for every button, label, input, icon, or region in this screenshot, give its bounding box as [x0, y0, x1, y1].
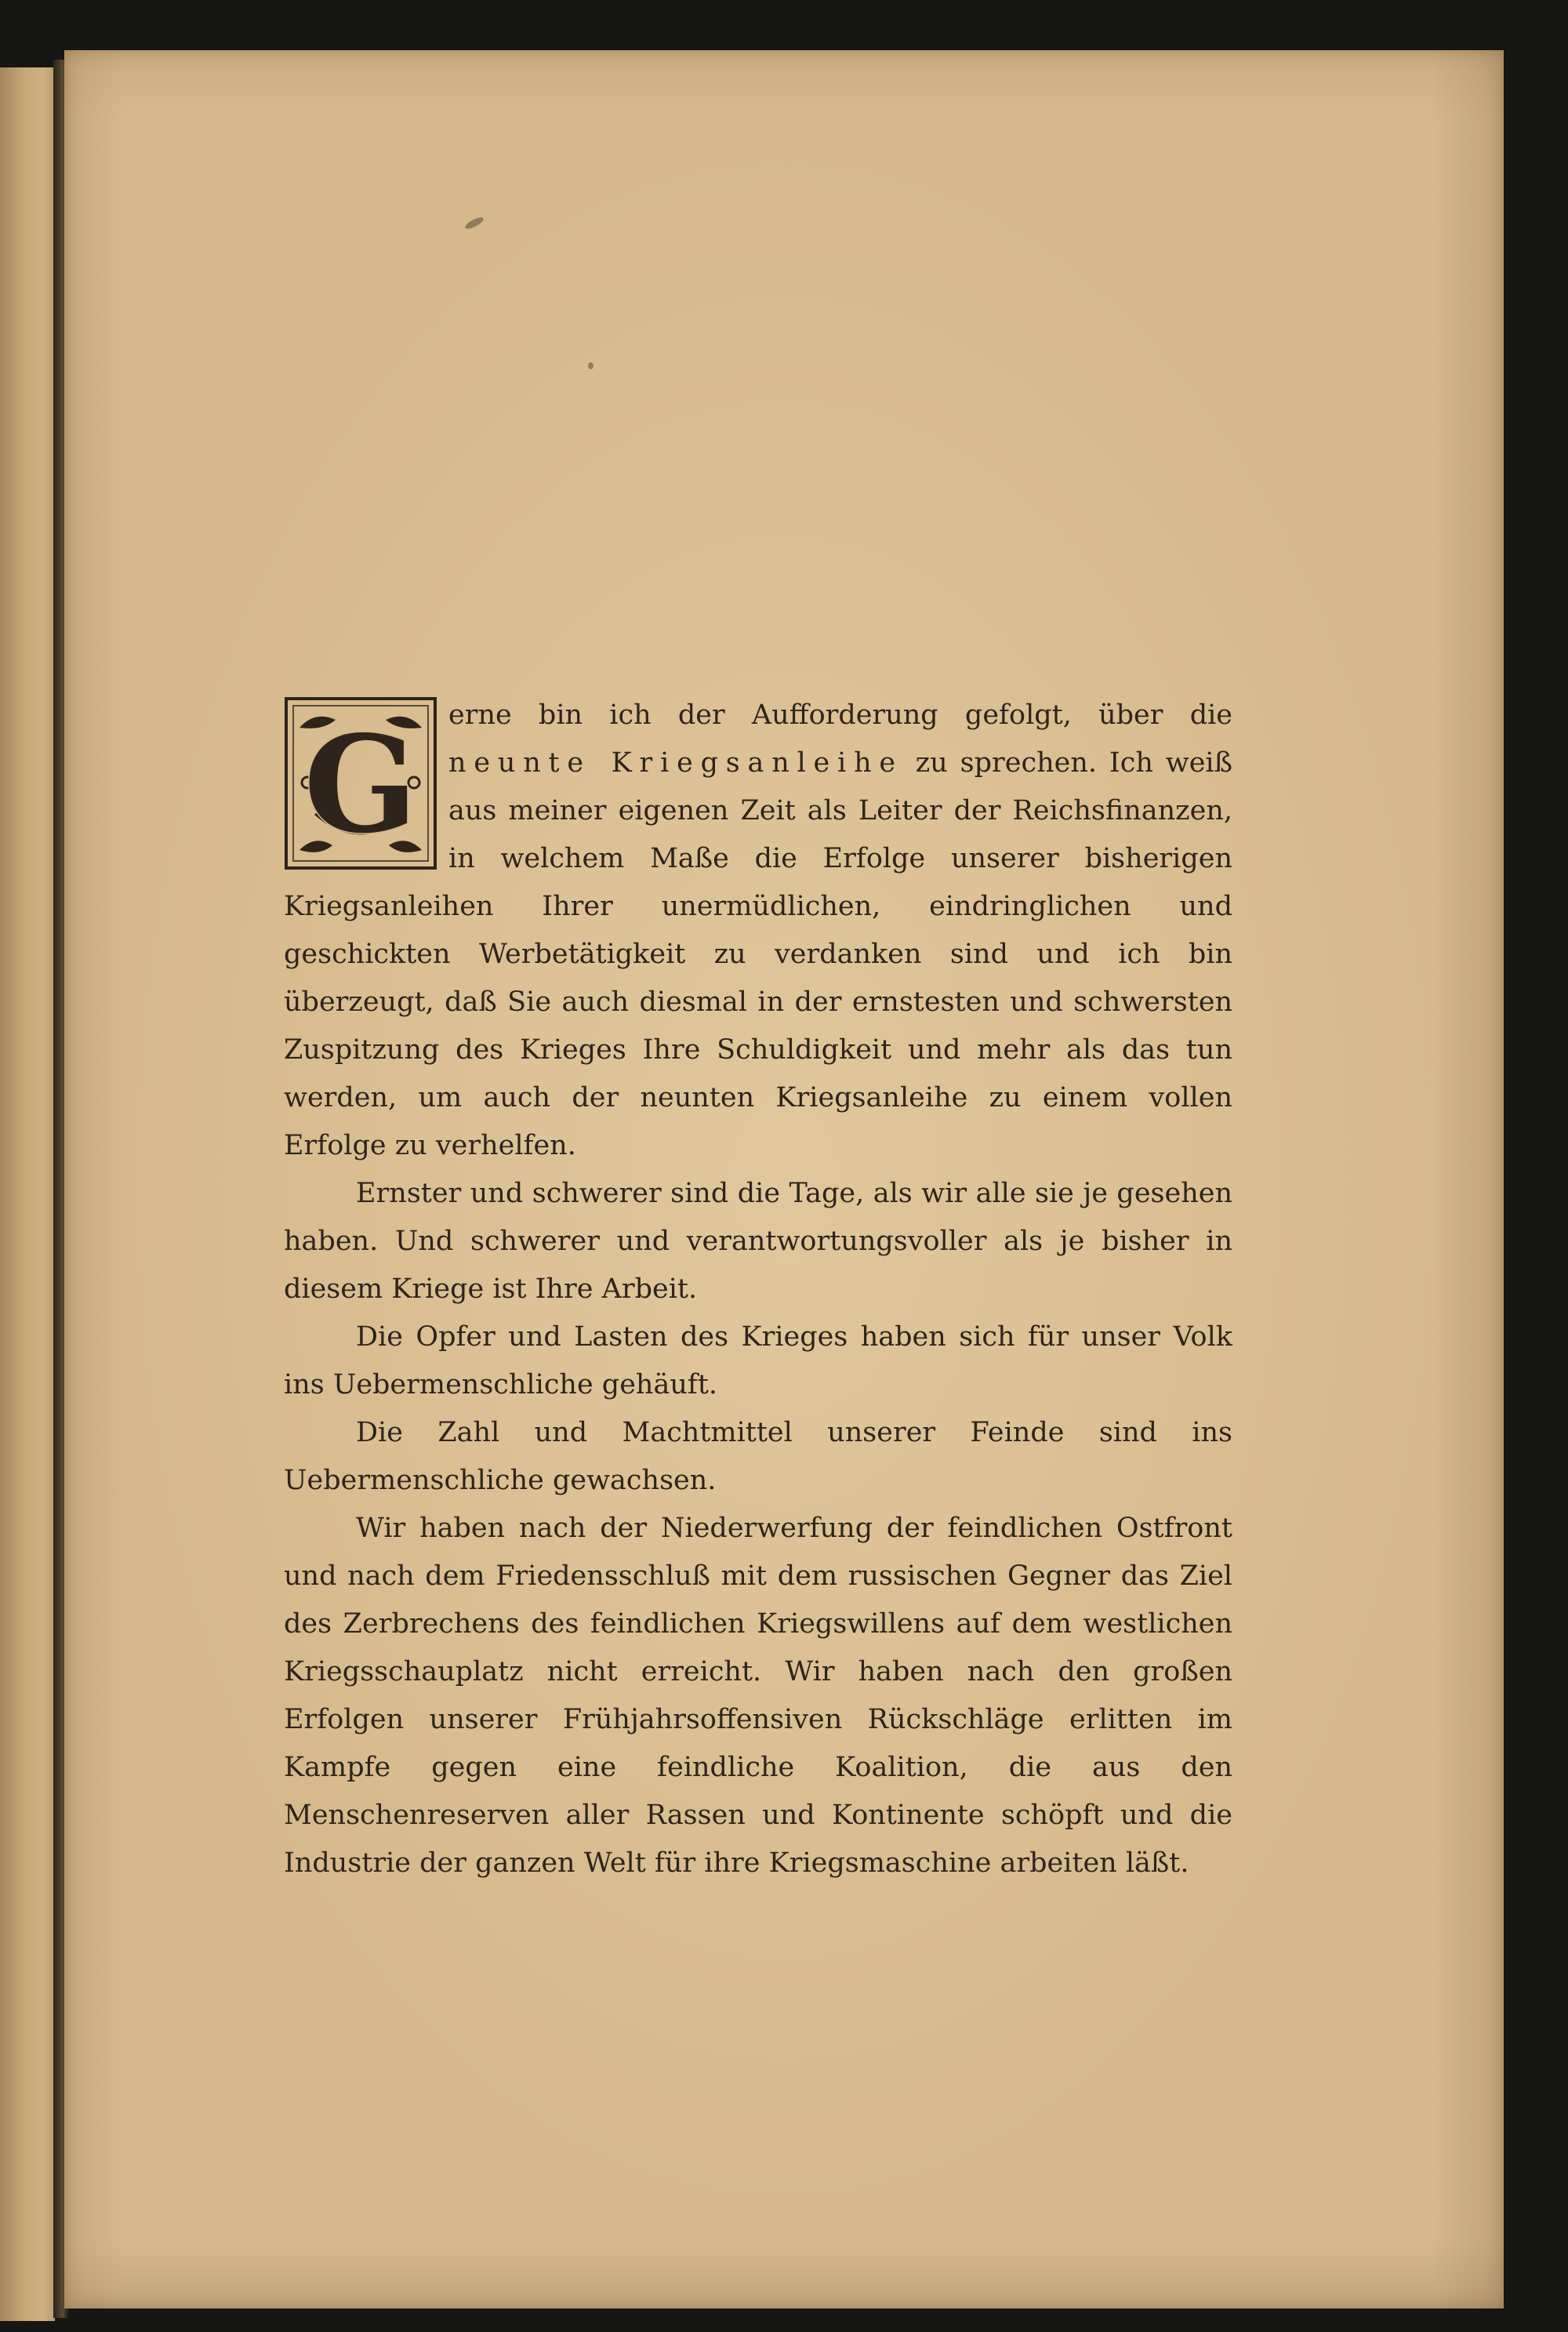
- paragraph-5: Wir haben nach der Niederwerfung der feindlichen Ostfront und nach dem Friedensschluß mit dem russischen Gegner das Ziel des Zerbrechens des feindlichen Kriegswillens auf dem westlichen Kriegsschauplatz nicht erreicht. Wir haben nach den großen Erfolgen unserer Frühjahrsoffensiven Rückschläge erlitten im Kampfe gegen eine feindliche Koalition, die aus den Menschenreserven aller Rassen und Kontinente schöpft und die Industrie der ganzen Welt für ihre Kriegsmaschine arbeiten läßt.: [284, 1513, 1232, 1879]
- paragraph-2: Ernster und schwerer sind die Tage, als wir alle sie je gesehen haben. Und schwerer und verantwortungsvoller als je bisher in diesem Kriege ist Ihre Arbeit.: [284, 1178, 1232, 1305]
- decorated-initial: [284, 696, 437, 870]
- paragraph-1-rest: zu sprechen. Ich weiß aus meiner eigenen Zeit als Leiter der Reichsfinanzen, in welchem Maße die Erfolge unserer bisherigen Kriegsanleihen Ihrer unermüdlichen, eindringlichen und geschickten Werbetätigkeit zu verdanken sind und ich bin überzeugt, daß Sie auch diesmal in der ernstesten und schwersten Zuspitzung des Krieges Ihre Schuldigkeit und mehr als das tun werden, um auch der neunten Kriegsanleihe zu einem vollen Erfolge zu verhelfen.: [284, 747, 1233, 1161]
- text-block: [284, 692, 1232, 1887]
- paragraph-3: Die Opfer und Lasten des Krieges haben sich für unser Volk ins Uebermenschliche gehäuft.: [284, 1321, 1232, 1400]
- paragraph-1: [284, 692, 1232, 1170]
- previous-page-edge: [0, 67, 55, 2321]
- paragraph-1-emphasis: neunte Kriegsanleihe: [448, 747, 903, 779]
- svg-text:G: G: [303, 707, 418, 863]
- ink-speck: [588, 362, 593, 369]
- paragraph-1-lead: erne bin ich der Aufforderung gefolgt, über die: [448, 699, 1232, 731]
- ink-smudge: [463, 215, 485, 231]
- paragraph-4: Die Zahl und Machtmittel unserer Feinde sind ins Uebermenschliche gewachsen.: [284, 1417, 1232, 1496]
